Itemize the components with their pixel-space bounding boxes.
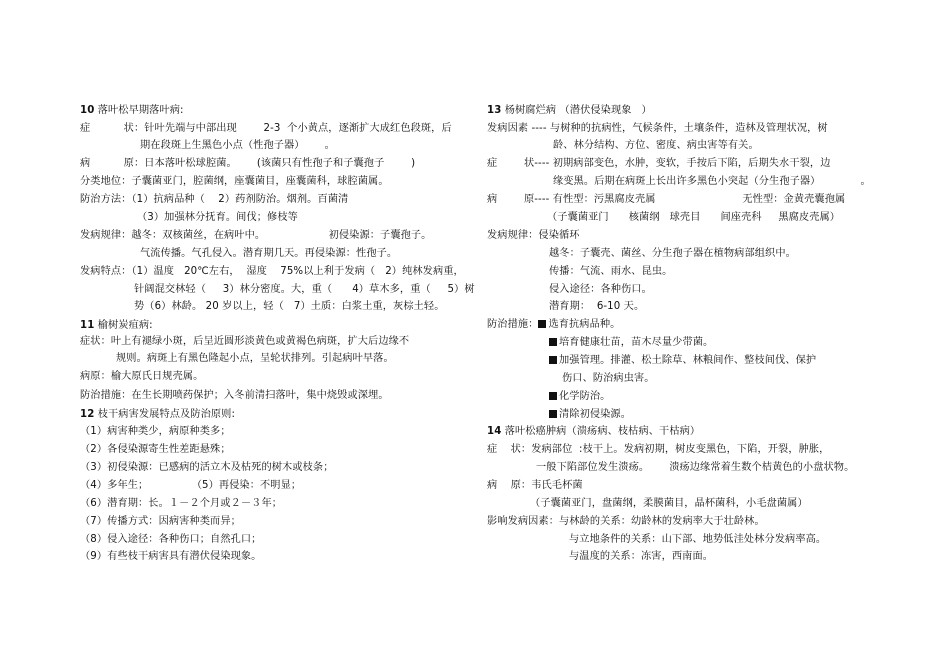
section-11-heading [80,319,153,332]
section-10-title: 落叶松早期落叶病: [94,105,184,116]
section-12-heading [80,408,235,421]
bullet-square-icon [549,338,557,346]
section-13-entry: 侵入途径：各种伤口。 [549,284,652,295]
section-14-pathogen: 病 原：韦氏毛杯菌 [487,480,583,491]
section-12-title: 枝干病害发展特点及防治原则: [94,409,235,420]
section-10-symptom-line1: 症 状：针叶先端与中部出现 2-3 个小黄点，逐渐扩大成红色段斑，后 [80,123,452,134]
section-13-spread: 传播：气流、雨水、昆虫。 [549,266,673,277]
section-10-classification: 分类地位：子囊菌亚门，腔菌纲，座囊菌目，座囊菌科，球腔菌属。 [80,176,389,187]
section-13-factors-line2: 龄、林分结构、方位、密度、病虫害等有关。 [553,140,759,151]
section-10-features-line2: 针阔混交林轻（ 3）林分密度。大，重（ 4）草木多，重（ 5）树 [134,284,475,295]
section-10-number: 10 [80,105,95,116]
section-10-features-line3: 势（6）林龄。 20 岁以上，轻（ 7）土质：白浆土重，灰棕土轻。 [134,301,445,312]
section-14-symptom-line2: 一般下陷部位发生溃疡。 溃疡边缘常着生数个桔黄色的小盘状物。 [536,462,855,473]
bullet-square-icon [538,320,546,328]
section-13-symptom-line1: 症 状---- 初期病部变色，水肿，变软，手按后下陷，后期失水干裂，边 [487,158,831,169]
section-14-number: 14 [487,426,502,437]
section-14-classification: （子囊菌亚门，盘菌纲，柔膜菌目，晶杯菌科，小毛盘菌属） [530,498,808,509]
section-12-item: （3）初侵染源：已感病的活立木及枯死的树木或枝条； [80,462,334,473]
section-12-item: （4）多年生； （5）再侵染：不明显； [80,480,302,491]
section-10-heading [80,104,184,117]
section-10-control-line1: 防治方法：（1）抗病品种（ 2）药剂防治。烟剂。百菌清 [80,194,349,205]
section-13-control-line2 [549,336,713,349]
section-13-control-line5 [549,390,610,403]
section-14-factors-line3: 与温度的关系：冻害，西南面。 [569,551,714,562]
bullet-square-icon [549,410,557,418]
section-12-item: （8）侵入途径：各种伤口；自然孔口； [80,534,262,545]
section-11-title: 榆树炭疽病: [94,320,153,331]
section-14-factors-line1: 影响发病因素：与林龄的关系：幼龄林的发病率大于壮龄林。 [487,516,765,527]
section-10-pathogen: 病 原：日本落叶松球腔菌。 (该菌只有性孢子和子囊孢子 ) [80,158,416,169]
section-10-symptom-line2: 期在段斑上生黑色小点（性孢子器） 。 [140,140,335,151]
section-14-title: 落叶松癌肿病（溃疡病、枝枯病、干枯病） [501,426,701,437]
bullet-square-icon [549,392,557,400]
section-14-symptom-line1: 症 状：发病部位 :枝干上。发病初期，树皮变黑色，下陷，开裂，肿胀， [487,444,830,455]
section-14-heading [487,425,700,438]
section-13-overwinter: 越冬：子囊壳、菌丝、分生孢子器在植物病部组织中。 [549,248,796,259]
section-12-item: （6）潜育期：长。１－２个月或２－３年； [80,498,283,509]
section-13-pathogen-line1: 病 原---- 有性型：污黑腐皮壳属 无性型：金黄壳囊孢属 [487,194,846,205]
section-13-measure: 选育抗病品种。 [548,319,621,330]
section-14-factors-line2: 与立地条件的关系：山下部、地势低洼处林分发病率高。 [569,534,827,545]
section-11-number: 11 [80,320,95,331]
section-13-number: 13 [487,105,502,116]
section-13-control-line1 [487,318,620,331]
section-13-symptom-line2: 缘变黑。后期在病斑上长出许多黑色小突起（分生孢子器） 。 [553,176,871,187]
section-13-measure: 培育健康壮苗，苗木尽量少带菌。 [559,337,714,348]
section-12-item: （1）病害种类少，病原种类多； [80,426,231,437]
section-13-control-label: 防治措施： [487,319,539,330]
section-12-item: （9）有些枝干病害具有潜伏侵染现象。 [80,551,262,562]
bullet-square-icon [549,356,557,364]
section-13-factors-line1: 发病因素 ---- 与树种的抗病性，气候条件，土壤条件，造林及管理状况，树 [487,123,828,134]
section-11-symptom-line2: 规则。病斑上有黑色隆起小点，呈轮状排列。引起病叶早落。 [116,353,394,364]
section-13-measure: 化学防治。 [559,391,611,402]
section-13-control-line6 [549,408,631,421]
section-10-control-line2: （3）加强林分抚育。间伐；修枝等 [137,212,298,223]
section-12-item: （7）传播方式：因病害种类而异； [80,516,241,527]
section-13-incubation: 潜育期： 6-10 天。 [549,301,645,312]
section-13-heading [487,104,652,117]
section-11-control: 防治措施：在生长期喷药保护；入冬前清扫落叶，集中烧毁或深埋。 [80,390,389,401]
section-13-measure: 清除初侵染源。 [559,409,632,420]
section-12-number: 12 [80,409,95,420]
section-10-features-line1: 发病特点：（1）温度 20℃左右， 湿度 75%以上利于发病（ 2）纯林发病重， [80,266,464,277]
section-10-pattern-line1: 发病规律：越冬：双核菌丝，在病叶中。 初侵染源：子囊孢子。 [80,230,432,241]
section-11-pathogen: 病原：榆大原氏日规壳属。 [80,371,204,382]
section-13-control-line4: 伤口、防治病虫害。 [562,373,655,384]
section-10-pattern-line2: 气流传播。气孔侵入。潜育期几天。再侵染源：性孢子。 [140,248,398,259]
section-13-pathogen-line2: （子囊菌亚门 核菌纲 球壳目 间座壳科 黑腐皮壳属） [547,212,841,223]
section-13-measure: 加强管理。排灌、松土除草、林粮间作、整枝间伐、保护 [559,355,817,366]
section-13-pattern-heading: 发病规律：侵染循环 [487,230,580,241]
section-13-title: 杨树腐烂病 （潜伏侵染现象 ） [501,105,652,116]
section-13-control-line3 [549,354,816,367]
section-12-item: （2）各侵染源寄生性差距悬殊； [80,444,231,455]
section-11-symptom-line1: 症状：叶上有褪绿小斑，后呈近圆形淡黄色或黄褐色病斑，扩大后边缘不 [80,336,410,347]
